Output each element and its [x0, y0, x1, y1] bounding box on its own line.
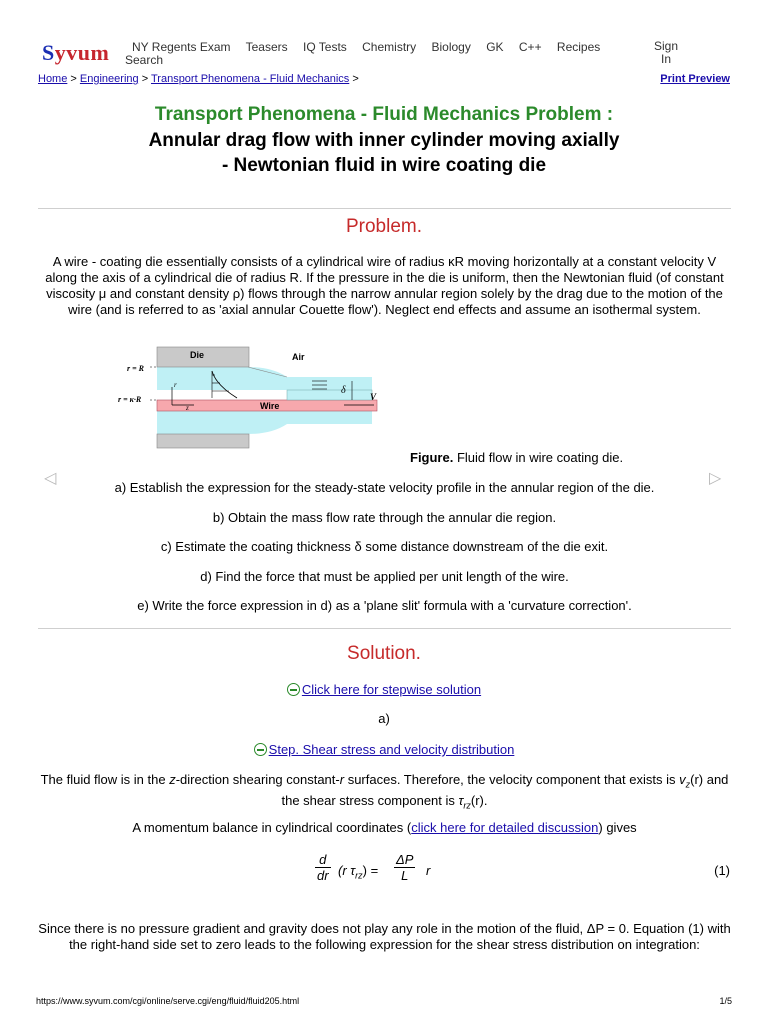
- detailed-discussion-link[interactable]: click here for detailed discussion: [411, 820, 599, 835]
- stepwise-solution-row: [0, 681, 768, 697]
- syvum-logo[interactable]: Syvum: [42, 40, 110, 65]
- collapse-icon[interactable]: [287, 683, 300, 696]
- equation-1: $\frac{d}{dr}$ (r $\tau_{rz}$) = $\frac{\Delta P}{L}$ r (1): [317, 852, 730, 883]
- dp-l-fraction: $\frac{\Delta P}{L}$: [396, 852, 414, 883]
- equation-number: (1): [714, 863, 730, 878]
- breadcrumb-home[interactable]: Home: [38, 73, 68, 85]
- nav-link-gk[interactable]: GK: [486, 40, 504, 54]
- question-b: b) Obtain the mass flow rate through the annular die region.: [212, 510, 557, 525]
- problem-text: A wire - coating die essentially consists of a cylindrical wire of radius κR moving horizontally at a constant velocity V along the axis of a cylindrical die of radius R. If the pressure in the die is uniform, then the Newtonian fluid (of constant viscosity μ and constant density ρ) flows through the narrow annular region solely by the drag due to the motion of the wire (and is referred to as 'axial annular Couette flow'). Neglect end effects and assume an isothermal system.: [45, 254, 724, 317]
- nav-search[interactable]: Search: [125, 53, 164, 67]
- label-V: V: [370, 392, 377, 402]
- die-lower-wall: [157, 434, 249, 448]
- wire-coating-die-figure: [112, 345, 382, 450]
- breadcrumb-topic[interactable]: Transport Phenomena - Fluid Mechanics: [150, 73, 350, 85]
- nav-link-chemistry[interactable]: Chemistry: [362, 40, 417, 54]
- figure-caption: Figure. Fluid flow in wire coating die.: [410, 450, 624, 465]
- solution-heading: Solution.: [347, 643, 421, 664]
- step-row: [0, 741, 768, 757]
- momentum-text: A momentum balance in cylindrical coordinates (click here for detailed discussion) gives: [132, 820, 637, 835]
- problem-heading: Problem.: [345, 216, 423, 237]
- divider: [38, 208, 731, 209]
- fluid-upper: [157, 367, 372, 390]
- page-subtitle: Annular drag flow with inner cylinder moving axially - Newtonian fluid in wire coating die: [148, 130, 620, 176]
- page-title: Transport Phenomena - Fluid Mechanics Problem :: [154, 104, 614, 125]
- nav-links: [132, 40, 612, 54]
- breadcrumb: Home > Engineering > Transport Phenomena - Fluid Mechanics >: [38, 73, 359, 85]
- label-z-axis: z: [186, 404, 189, 412]
- nav-link-teasers[interactable]: Teasers: [245, 40, 288, 54]
- footer-url: https://www.syvum.com/cgi/online/serve.cgi/eng/fluid/fluid205.html: [36, 996, 300, 1006]
- flow-description: The fluid flow is in the z-direction shearing constant-r surfaces. Therefore, the velocity component that exists is $v_z(r)$ and the shear stress component is $\tau_{rz}(r)$.: [40, 772, 729, 811]
- question-a: a) Establish the expression for the steady-state velocity profile in the annular region of the die.: [114, 480, 655, 495]
- d-dr-fraction: $\frac{d}{dr}$: [317, 852, 329, 883]
- part-a-label: a): [378, 711, 390, 726]
- next-arrow-icon[interactable]: ▷: [709, 470, 722, 487]
- label-r-eq-kR: r = κ·R: [118, 395, 142, 404]
- question-e: e) Write the force expression in d) as a 'plane slit' formula with a 'curvature correction'.: [137, 598, 632, 613]
- nav-link-iq-tests[interactable]: IQ Tests: [303, 40, 347, 54]
- sign-in-link[interactable]: Sign In: [653, 39, 679, 66]
- label-r-axis: r: [174, 381, 177, 389]
- question-c: c) Estimate the coating thickness δ some distance downstream of the die exit.: [160, 539, 609, 554]
- fluid-lower: [157, 411, 372, 434]
- label-wire: Wire: [260, 401, 280, 411]
- label-die: Die: [190, 350, 205, 360]
- label-air: Air: [292, 352, 305, 362]
- label-r-eq-R: r = R: [127, 364, 145, 373]
- divider: [38, 628, 731, 629]
- closing-text: Since there is no pressure gradient and gravity does not play any role in the motion of the fluid, ΔP = 0. Equation (1) with the right-hand side set to zero leads to the following expression for the shear stress distribution on integration:: [38, 921, 731, 952]
- print-preview-link[interactable]: Print Preview: [660, 73, 730, 85]
- question-d: d) Find the force that must be applied per unit length of the wire.: [200, 569, 569, 584]
- nav-link-recipes[interactable]: Recipes: [556, 40, 601, 54]
- collapse-icon[interactable]: [254, 743, 267, 756]
- nav-link-cpp[interactable]: C++: [518, 40, 542, 54]
- die-diagram: [112, 345, 382, 450]
- label-delta: δ: [341, 385, 346, 396]
- nav-link-biology[interactable]: Biology: [431, 40, 471, 54]
- step-shear-stress-link[interactable]: Step. Shear stress and velocity distribution: [268, 742, 515, 757]
- footer-page-number: 1/5: [719, 996, 732, 1006]
- stepwise-solution-link[interactable]: Click here for stepwise solution: [301, 682, 482, 697]
- prev-arrow-icon[interactable]: ◁: [44, 470, 57, 487]
- top-navigation: [36, 38, 736, 68]
- equation-middle: (r $\tau_{rz}$) =: [338, 863, 379, 881]
- breadcrumb-engineering[interactable]: Engineering: [79, 73, 139, 85]
- nav-link-regents[interactable]: NY Regents Exam: [132, 40, 231, 54]
